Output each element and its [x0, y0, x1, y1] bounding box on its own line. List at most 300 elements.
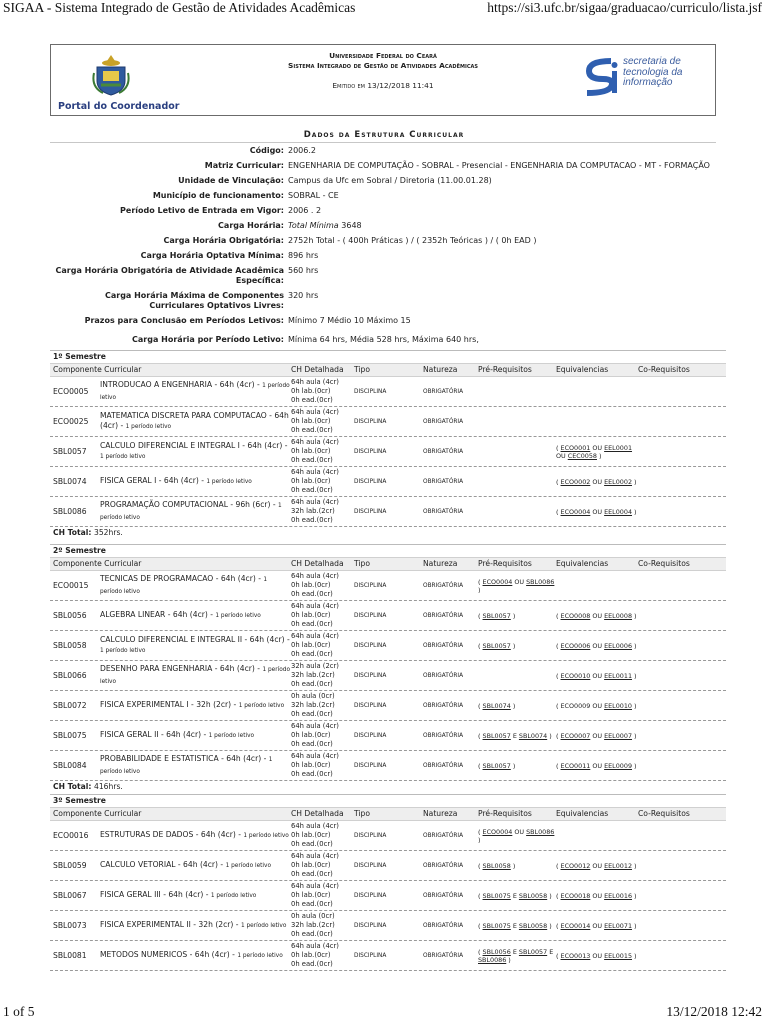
- link-separator: (: [556, 731, 561, 740]
- course-title: FISICA EXPERIMENTAL II - 32h (2cr) -: [100, 919, 239, 929]
- prerequisites: [478, 881, 558, 910]
- course-link[interactable]: EEL0016: [604, 891, 633, 900]
- equivalences: [556, 691, 640, 720]
- link-separator: ): [506, 955, 511, 964]
- course-code: SBL0075: [53, 731, 87, 740]
- link-separator: (: [556, 641, 561, 650]
- link-separator: (: [556, 891, 561, 900]
- course-type: DISCIPLINA: [354, 952, 387, 959]
- section-title: Dados da Estrutura Curricular: [303, 130, 465, 140]
- equivalences: [556, 467, 640, 496]
- ch-line: 32h lab.(2cr): [291, 700, 335, 709]
- ch-total-value: 416hrs.: [94, 782, 123, 791]
- course-nature: OBRIGATÓRIA: [423, 922, 464, 929]
- equivalences: [556, 437, 640, 466]
- course-link[interactable]: ECO0013: [560, 951, 591, 960]
- link-separator: E: [510, 891, 519, 900]
- link-separator: ): [632, 731, 637, 740]
- course-code: SBL0067: [53, 891, 87, 900]
- info-row: [50, 236, 716, 246]
- info-row: [50, 316, 716, 326]
- course-name: [100, 601, 290, 630]
- course-type: DISCIPLINA: [354, 762, 387, 769]
- info-label: Período Letivo de Entrada em Vigor:: [120, 206, 284, 215]
- course-link[interactable]: SBL0057: [482, 731, 511, 740]
- column-co: Co-Requisitos: [638, 365, 690, 374]
- course-period: 1 período letivo: [100, 383, 290, 401]
- info-label: Matriz Curricular:: [204, 161, 284, 170]
- link-separator: (: [556, 951, 561, 960]
- course-name: [100, 407, 290, 436]
- course-name: [100, 691, 290, 720]
- course-title: PROBABILIDADE E ESTATISTICA - 64h (4cr) -: [100, 754, 267, 763]
- info-label: Carga Horária Máxima de Componentes Curriculares Optativos Livres:: [104, 291, 284, 310]
- course-link[interactable]: SBL0086: [478, 955, 507, 964]
- semester-section: [50, 794, 726, 971]
- link-separator: ): [632, 671, 637, 680]
- ch-line: 0h lab.(0cr): [291, 860, 331, 869]
- course-title: METODOS NUMERICOS - 64h (4cr) -: [100, 949, 235, 959]
- course-link[interactable]: EEL0011: [604, 671, 633, 680]
- link-separator: ( ECO0009 OU: [556, 701, 605, 710]
- ch-line: 0h lab.(0cr): [291, 476, 331, 485]
- equivalences: [556, 661, 640, 690]
- course-link[interactable]: CEC0058: [567, 451, 597, 460]
- column-header: [50, 363, 726, 377]
- column-header: [50, 807, 726, 821]
- ch-line: 0h ead.(0cr): [291, 869, 333, 878]
- course-name: [100, 851, 290, 880]
- course-type: DISCIPLINA: [354, 508, 387, 515]
- prerequisites: [478, 941, 558, 970]
- course-type: DISCIPLINA: [354, 612, 387, 619]
- course-link[interactable]: SBL0058: [518, 891, 548, 900]
- course-link[interactable]: SBL0058: [518, 921, 548, 930]
- course-period: 1 período letivo: [100, 647, 146, 654]
- prerequisites: [478, 851, 558, 880]
- info-row: [50, 291, 716, 311]
- course-title: DESENHO PARA ENGENHARIA - 64h (4cr) -: [100, 664, 261, 673]
- link-separator: OU: [590, 761, 605, 770]
- equivalences: [556, 851, 640, 880]
- info-value: 2006.2: [288, 146, 316, 155]
- course-link[interactable]: SBL0074: [482, 701, 511, 710]
- course-row: [50, 851, 726, 881]
- info-value: 2006 . 2: [288, 206, 322, 215]
- course-nature: OBRIGATÓRIA: [423, 952, 464, 959]
- course-name: [100, 721, 290, 750]
- course-period: 1 período letivo: [210, 892, 257, 899]
- course-nature: OBRIGATÓRIA: [423, 892, 464, 899]
- column-ch: CH Detalhada: [291, 559, 344, 568]
- link-separator: ): [510, 611, 516, 620]
- ch-total: [50, 527, 726, 539]
- course-link[interactable]: ECO0012: [560, 861, 591, 870]
- column-eq: Equivalencias: [556, 559, 609, 568]
- info-label: Unidade de Vinculação:: [178, 176, 284, 185]
- ch-line: 0h lab.(0cr): [291, 386, 331, 395]
- info-value-italic: Total Mínima: [288, 221, 339, 230]
- ch-line: 0h lab.(0cr): [291, 640, 331, 649]
- course-ch: [291, 572, 339, 599]
- course-type: DISCIPLINA: [354, 478, 387, 485]
- course-link[interactable]: SBL0056: [482, 947, 511, 956]
- course-link[interactable]: ECO0004: [482, 827, 513, 836]
- sti-line-3: informação: [623, 77, 673, 88]
- ch-line: 32h lab.(2cr): [291, 670, 335, 679]
- course-type: DISCIPLINA: [354, 388, 387, 395]
- course-link[interactable]: EEL0008: [604, 611, 633, 620]
- column-pre: Pré-Requisitos: [478, 809, 532, 818]
- link-separator: OU: [590, 921, 605, 930]
- ch-line: 0h ead.(0cr): [291, 929, 333, 938]
- course-name: [100, 911, 290, 940]
- course-link[interactable]: EEL0004: [604, 507, 633, 516]
- ch-line: 0h lab.(0cr): [291, 830, 331, 839]
- course-name: [100, 571, 290, 600]
- course-period: 1 período letivo: [206, 478, 252, 485]
- link-separator: (: [556, 477, 561, 486]
- link-separator: OU: [590, 671, 605, 680]
- course-link[interactable]: ECO0014: [560, 921, 591, 930]
- course-link[interactable]: ECO0018: [560, 891, 591, 900]
- course-title: PROGRAMAÇÃO COMPUTACIONAL - 96h (6cr) -: [100, 500, 276, 509]
- course-link[interactable]: SBL0058: [482, 861, 511, 870]
- course-name: [100, 881, 290, 910]
- course-nature: OBRIGATÓRIA: [423, 732, 464, 739]
- link-separator: OU: [590, 443, 605, 452]
- course-code: SBL0073: [53, 921, 87, 930]
- course-name: [100, 467, 290, 496]
- semester-section: [50, 544, 726, 793]
- info-value-text: 3648: [338, 221, 362, 230]
- course-period: 1 período letivo: [225, 862, 272, 869]
- column-tipo: Tipo: [354, 559, 370, 568]
- link-separator: E: [510, 731, 519, 740]
- course-row: [50, 631, 726, 661]
- course-code: SBL0057: [53, 447, 87, 456]
- column-comp: Componente Curricular: [53, 365, 142, 374]
- column-eq: Equivalencias: [556, 809, 609, 818]
- course-ch: [291, 852, 339, 879]
- course-name: [100, 821, 290, 850]
- course-title: FISICA GERAL II - 64h (4cr) -: [100, 729, 207, 739]
- ch-line: 0h ead.(0cr): [291, 739, 333, 748]
- info-value: ENGENHARIA DE COMPUTAÇÃO - SOBRAL - Presencial - ENGENHARIA DA COMPUTACAO - MT - FORMAÇÃO: [288, 161, 710, 170]
- ch-line: 0h ead.(0cr): [291, 515, 333, 524]
- info-label: Carga Horária:: [218, 221, 284, 230]
- print-footer: [0, 1004, 768, 1022]
- course-nature: OBRIGATÓRIA: [423, 388, 464, 395]
- course-row: [50, 751, 726, 781]
- course-period: 1 período letivo: [238, 702, 285, 709]
- course-ch: [291, 602, 339, 629]
- link-separator: (: [478, 761, 483, 770]
- ch-total-label: CH Total:: [53, 528, 92, 537]
- info-value: [286, 221, 716, 231]
- course-link[interactable]: ECO0007: [560, 731, 591, 740]
- course-ch: [291, 692, 335, 719]
- course-code: SBL0058: [53, 641, 87, 650]
- link-separator: OU: [556, 451, 568, 460]
- ch-line: 0h ead.(0cr): [291, 839, 333, 848]
- column-tipo: Tipo: [354, 365, 370, 374]
- column-nat: Natureza: [423, 559, 458, 568]
- course-name: [100, 377, 290, 406]
- course-row: [50, 437, 726, 467]
- course-link[interactable]: SBL0086: [526, 827, 555, 836]
- course-link[interactable]: ECO0002: [560, 477, 591, 486]
- ch-total: [50, 781, 726, 793]
- ch-line: 64h aula (4cr): [291, 572, 339, 580]
- info-row: [50, 206, 716, 216]
- course-title: TECNICAS DE PROGRAMACAO - 64h (4cr) -: [100, 574, 261, 583]
- course-ch: [291, 378, 339, 405]
- course-period: 1 período letivo: [100, 503, 282, 521]
- link-separator: ): [510, 861, 516, 870]
- course-name: [100, 631, 290, 660]
- ch-line: 64h aula (4cr): [291, 822, 339, 830]
- column-ch: CH Detalhada: [291, 365, 344, 374]
- link-separator: (: [478, 921, 483, 930]
- ch-line: 0h ead.(0cr): [291, 769, 333, 778]
- course-period: 1 período letivo: [100, 667, 291, 685]
- info-value: Mínima 64 hrs, Média 528 hrs, Máxima 640 hrs,: [288, 335, 479, 344]
- link-separator: ): [478, 835, 481, 844]
- course-nature: OBRIGATÓRIA: [423, 642, 464, 649]
- course-period: 1 período letivo: [215, 612, 261, 619]
- info-label: Carga Horária Obrigatória de Atividade Acadêmica Específica:: [55, 266, 284, 285]
- column-co: Co-Requisitos: [638, 559, 690, 568]
- course-period: 1 período letivo: [100, 757, 273, 775]
- course-link[interactable]: EEL0001: [604, 443, 633, 452]
- info-value: 560 hrs: [288, 266, 319, 275]
- ch-line: 0h lab.(0cr): [291, 950, 331, 959]
- prerequisites: [478, 751, 558, 780]
- sti-logo-icon: [581, 57, 621, 97]
- course-title: MATEMATICA DISCRETA PARA COMPUTACAO - 64h (4cr) -: [100, 411, 289, 430]
- ch-line: 0h lab.(0cr): [291, 760, 331, 769]
- ch-total-label: CH Total:: [53, 782, 92, 791]
- info-row: [50, 251, 716, 261]
- equivalences: [556, 911, 640, 940]
- link-separator: ): [632, 891, 637, 900]
- course-code: SBL0072: [53, 701, 87, 710]
- link-separator: OU: [590, 891, 605, 900]
- course-title: ALGEBRA LINEAR - 64h (4cr) -: [100, 609, 213, 619]
- link-separator: ): [547, 891, 552, 900]
- link-separator: OU: [590, 861, 605, 870]
- equivalences: [556, 601, 640, 630]
- link-separator: ): [632, 507, 637, 516]
- link-separator: (: [478, 731, 483, 740]
- course-link[interactable]: SBL0057: [482, 761, 511, 770]
- course-period: 1 período letivo: [208, 732, 255, 739]
- course-link[interactable]: SBL0057: [482, 611, 511, 620]
- course-link[interactable]: ECO0004: [482, 577, 513, 586]
- course-link[interactable]: ECO0008: [560, 611, 591, 620]
- course-type: DISCIPLINA: [354, 672, 387, 679]
- sti-logo: [581, 55, 693, 99]
- course-ch: [291, 942, 339, 969]
- link-separator: OU: [512, 577, 527, 586]
- link-separator: ): [632, 921, 637, 930]
- ch-line: 0h lab.(0cr): [291, 610, 331, 619]
- link-separator: ): [596, 451, 602, 460]
- course-nature: OBRIGATÓRIA: [423, 862, 464, 869]
- info-label: Carga Horária Obrigatória:: [163, 236, 284, 245]
- ch-total-value: 352hrs.: [94, 528, 123, 537]
- link-separator: ): [632, 861, 637, 870]
- course-link[interactable]: EEL0002: [604, 477, 633, 486]
- column-pre: Pré-Requisitos: [478, 559, 532, 568]
- course-code: SBL0084: [53, 761, 87, 770]
- info-label: Carga Horária por Período Letivo:: [132, 335, 284, 344]
- course-ch: [291, 822, 339, 849]
- course-link[interactable]: EEL0007: [604, 731, 633, 740]
- link-separator: ): [510, 761, 516, 770]
- link-separator: OU: [590, 731, 605, 740]
- info-table: [50, 142, 716, 350]
- course-title: ESTRUTURAS DE DADOS - 64h (4cr) -: [100, 829, 241, 839]
- course-link[interactable]: SBL0057: [482, 641, 511, 650]
- link-separator: (: [478, 861, 483, 870]
- link-separator: OU: [590, 611, 605, 620]
- course-link[interactable]: ECO0006: [560, 641, 591, 650]
- course-code: ECO0005: [53, 387, 89, 396]
- link-separator: (: [556, 611, 561, 620]
- sti-line-2: tecnologia da: [623, 66, 683, 78]
- ch-line: 0h ead.(0cr): [291, 619, 333, 628]
- equivalences: [556, 631, 640, 660]
- link-separator: OU: [512, 827, 527, 836]
- course-nature: OBRIGATÓRIA: [423, 448, 464, 455]
- course-link[interactable]: EEL0015: [604, 951, 633, 960]
- link-separator: (: [556, 507, 561, 516]
- course-row: [50, 407, 726, 437]
- prerequisites: [478, 911, 558, 940]
- semester-title: 1º Semestre: [50, 350, 726, 363]
- course-link[interactable]: SBL0057: [518, 947, 548, 956]
- university-name: Universidade Federal do Ceará: [329, 51, 437, 60]
- link-separator: ): [632, 761, 637, 770]
- course-code: SBL0066: [53, 671, 87, 680]
- course-link[interactable]: EEL0006: [604, 641, 633, 650]
- course-period: 1 período letivo: [125, 423, 172, 430]
- course-link[interactable]: SBL0075: [482, 921, 511, 930]
- link-separator: (: [478, 641, 483, 650]
- equivalences: [556, 721, 640, 750]
- ch-line: 32h aula (2cr): [291, 662, 339, 670]
- ch-line: 64h aula (4cr): [291, 438, 339, 446]
- info-value: 320 hrs: [288, 291, 319, 300]
- course-nature: OBRIGATÓRIA: [423, 612, 464, 619]
- link-separator: (: [478, 827, 483, 836]
- course-link[interactable]: ECO0001: [560, 443, 591, 452]
- course-row: [50, 497, 726, 527]
- course-link[interactable]: SBL0074: [518, 731, 548, 740]
- column-pre: Pré-Requisitos: [478, 365, 532, 374]
- ch-line: 0h ead.(0cr): [291, 589, 333, 598]
- ch-line: 0h ead.(0cr): [291, 899, 333, 908]
- info-row: [50, 266, 716, 286]
- column-ch: CH Detalhada: [291, 809, 344, 818]
- column-nat: Natureza: [423, 365, 458, 374]
- link-separator: (: [478, 701, 483, 710]
- ch-line: 64h aula (4cr): [291, 378, 339, 386]
- link-separator: (: [556, 443, 561, 452]
- system-name: Sistema Integrado de Gestão de Atividades Acadêmicas: [288, 61, 478, 70]
- link-separator: ): [510, 641, 516, 650]
- link-separator: (: [478, 577, 483, 586]
- course-link[interactable]: EEL0010: [604, 701, 632, 710]
- course-ch: [291, 912, 335, 939]
- course-ch: [291, 632, 339, 659]
- print-datetime: 13/12/2018 12:42: [666, 1004, 762, 1019]
- info-label: Código:: [249, 146, 284, 155]
- course-row: [50, 467, 726, 497]
- info-row: [50, 161, 716, 171]
- course-link[interactable]: EEL0071: [604, 921, 633, 930]
- course-period: 1 período letivo: [100, 453, 146, 460]
- course-type: DISCIPLINA: [354, 418, 387, 425]
- course-period: 1 período letivo: [100, 577, 268, 595]
- info-label: Carga Horária Optativa Mínima:: [140, 251, 284, 260]
- info-row: [50, 221, 716, 231]
- ch-line: 64h aula (4cr): [291, 942, 339, 950]
- course-ch: [291, 662, 339, 689]
- prerequisites: [478, 691, 558, 720]
- info-row: [50, 191, 716, 201]
- column-header: [50, 557, 726, 571]
- course-period: 1 período letivo: [243, 832, 289, 839]
- course-link[interactable]: ECO0010: [560, 671, 591, 680]
- link-separator: ): [547, 731, 552, 740]
- course-link[interactable]: EEL0009: [604, 761, 633, 770]
- ch-line: 0h ead.(0cr): [291, 485, 333, 494]
- course-code: ECO0025: [53, 417, 89, 426]
- course-type: DISCIPLINA: [354, 922, 387, 929]
- equivalences: [556, 881, 640, 910]
- course-name: [100, 941, 290, 970]
- course-link[interactable]: EEL0012: [604, 861, 633, 870]
- report-header: [50, 44, 716, 116]
- semester-section: [50, 350, 726, 539]
- course-link[interactable]: SBL0075: [482, 891, 511, 900]
- ch-line: 64h aula (4cr): [291, 852, 339, 860]
- course-link[interactable]: ECO0011: [560, 761, 591, 770]
- link-separator: (: [556, 761, 561, 770]
- course-row: [50, 601, 726, 631]
- info-value: 2752h Total - ( 400h Práticas ) / ( 2352h Teóricas ) / ( 0h EAD ): [288, 236, 537, 245]
- course-ch: [291, 722, 339, 749]
- course-link[interactable]: ECO0004: [560, 507, 591, 516]
- course-title: CALCULO DIFERENCIAL E INTEGRAL I - 64h (4cr) -: [100, 441, 288, 450]
- link-separator: OU: [590, 641, 605, 650]
- course-name: [100, 661, 290, 690]
- link-separator: ): [632, 951, 637, 960]
- link-separator: OU: [590, 507, 605, 516]
- ch-line: 0h ead.(0cr): [291, 959, 333, 968]
- info-row: [50, 335, 716, 345]
- course-nature: OBRIGATÓRIA: [423, 762, 464, 769]
- course-nature: OBRIGATÓRIA: [423, 832, 464, 839]
- info-label: Município de funcionamento:: [152, 191, 284, 200]
- ch-line: 64h aula (4cr): [291, 468, 339, 476]
- portal-label: Portal do Coordenador: [58, 101, 180, 112]
- course-link[interactable]: SBL0086: [526, 577, 555, 586]
- course-ch: [291, 882, 339, 909]
